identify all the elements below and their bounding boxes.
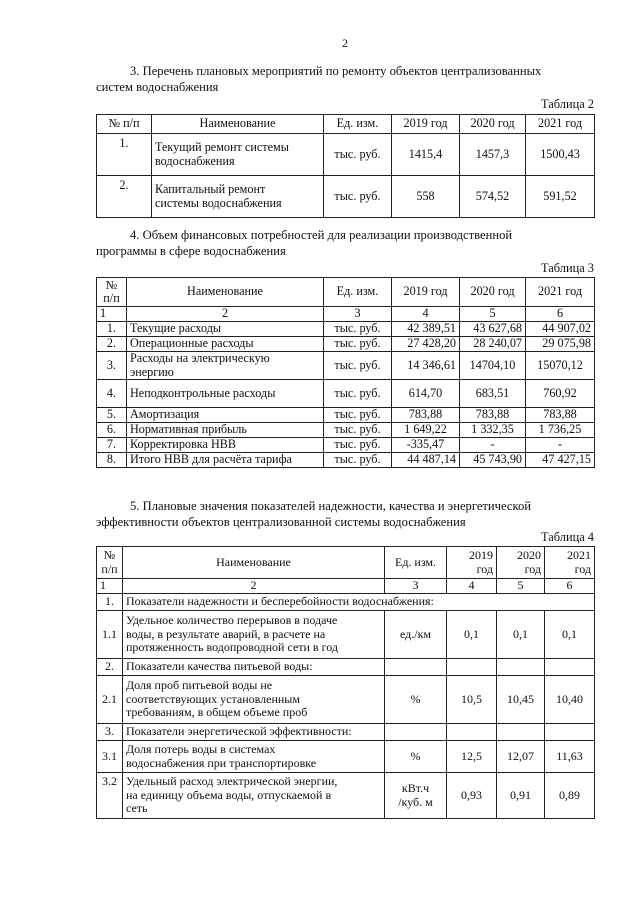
row-name: Доля проб питьевой воды не соответствующих установленным требованиям, в общем объеме проб [123, 676, 385, 724]
row-unit: % [385, 676, 447, 724]
row-2019: 558 [392, 176, 460, 218]
row-unit: тыс. руб. [324, 438, 392, 453]
row-num: 1. [97, 134, 152, 176]
table2-header-2020: 2020 год [460, 115, 526, 134]
table4-header-2019: 2019 год [447, 547, 497, 579]
row-unit: кВт.ч /куб. м [385, 773, 447, 819]
row-unit: тыс. руб. [324, 352, 392, 380]
table4-header-name: Наименование [123, 547, 385, 579]
empty-cell [447, 724, 497, 741]
row-2020: 43 627,68 [460, 322, 526, 337]
empty-cell [385, 724, 447, 741]
colnum-cell: 2 [127, 307, 324, 322]
row-2019: 783,88 [392, 408, 460, 423]
table-row [97, 352, 595, 380]
table4 [96, 546, 595, 819]
table4-group-row [97, 594, 595, 611]
table4-header-2020: 2020 год [497, 547, 545, 579]
table2-caption: Таблица 2 [541, 97, 594, 111]
table4-header-2021: 2021 год [545, 547, 595, 579]
row-2021: - [526, 438, 595, 453]
row-2020: 45 743,90 [460, 453, 526, 468]
row-num: 6. [97, 423, 127, 438]
row-name: Нормативная прибыль [127, 423, 324, 438]
group-num: 3. [97, 724, 123, 741]
table4-header-num: № п/п [97, 547, 123, 579]
row-name: Доля потерь воды в системах водоснабжения при транспортировке [123, 741, 385, 773]
colnum-cell: 5 [497, 579, 545, 594]
empty-cell [545, 659, 595, 676]
row-unit: тыс. руб. [324, 408, 392, 423]
table4-group-row [97, 659, 595, 676]
table2-header-name: Наименование [152, 115, 324, 134]
row-unit: % [385, 741, 447, 773]
section5-heading-line1: 5. Плановые значения показателей надежности, качества и энергетической [130, 499, 532, 513]
table-row [97, 176, 595, 218]
row-2019: 1415,4 [392, 134, 460, 176]
row-name: Расходы на электрическую энергию [127, 352, 324, 380]
empty-cell [497, 659, 545, 676]
row-num: 3. [97, 352, 127, 380]
row-name: Текущий ремонт системы водоснабжения [152, 134, 324, 176]
row-2020: 28 240,07 [460, 337, 526, 352]
row-name: Корректировка НВВ [127, 438, 324, 453]
table2-header-row [97, 115, 595, 134]
section3-heading-line1: 3. Перечень плановых мероприятий по ремонту объектов централизованных [130, 64, 542, 78]
row-2019: 1 649,22 [392, 423, 460, 438]
row-unit: тыс. руб. [324, 134, 392, 176]
row-2020: 12,07 [497, 741, 545, 773]
row-num: 7. [97, 438, 127, 453]
table3-colnum-row [97, 307, 595, 322]
table3-header-2020: 2020 год [460, 278, 526, 307]
empty-cell [385, 659, 447, 676]
table3-caption: Таблица 3 [541, 261, 594, 275]
row-unit: тыс. руб. [324, 453, 392, 468]
empty-cell [497, 724, 545, 741]
row-unit: тыс. руб. [324, 423, 392, 438]
table4-group-row [97, 724, 595, 741]
table2 [96, 114, 595, 218]
row-2019: 0,1 [447, 611, 497, 659]
row-unit: тыс. руб. [324, 380, 392, 408]
table3-header-2021: 2021 год [526, 278, 595, 307]
group-title: Показатели надежности и бесперебойности водоснабжения: [123, 594, 595, 611]
row-2020: - [460, 438, 526, 453]
colnum-cell: 4 [447, 579, 497, 594]
table-row [97, 423, 595, 438]
group-title: Показатели качества питьевой воды: [123, 659, 385, 676]
row-name: Удельное количество перерывов в подаче воды, в результате аварий, в расчете на протяженность водопроводной сети в год [123, 611, 385, 659]
table3-header-2019: 2019 год [392, 278, 460, 307]
row-2020: 10,45 [497, 676, 545, 724]
row-num: 3.1 [97, 741, 123, 773]
row-2020: 783,88 [460, 408, 526, 423]
table4-header-unit: Ед. изм. [385, 547, 447, 579]
row-unit: тыс. руб. [324, 176, 392, 218]
section4-heading-line2: программы в сфере водоснабжения [96, 244, 286, 258]
row-2020: 0,1 [497, 611, 545, 659]
table-row [97, 453, 595, 468]
colnum-cell: 3 [324, 307, 392, 322]
group-num: 1. [97, 594, 123, 611]
row-unit: тыс. руб. [324, 322, 392, 337]
table2-header-num: № п/п [97, 115, 152, 134]
row-2019: 42 389,51 [392, 322, 460, 337]
row-2020: 683,51 [460, 380, 526, 408]
group-num: 2. [97, 659, 123, 676]
row-2019: 44 487,14 [392, 453, 460, 468]
row-num: 1.1 [97, 611, 123, 659]
table-row [97, 741, 595, 773]
colnum-cell: 1 [97, 579, 123, 594]
colnum-cell: 6 [545, 579, 595, 594]
row-2021: 783,88 [526, 408, 595, 423]
row-num: 3.2 [97, 773, 123, 819]
table-row [97, 611, 595, 659]
table-row [97, 438, 595, 453]
row-2021: 1 736,25 [526, 423, 595, 438]
section3-heading-line2: систем водоснабжения [96, 80, 219, 94]
table-row [97, 134, 595, 176]
table2-header-unit: Ед. изм. [324, 115, 392, 134]
row-name: Удельный расход электрической энергии, на единицу объема воды, отпускаемой в сеть [123, 773, 385, 819]
row-2019: 614,70 [392, 380, 460, 408]
table4-caption: Таблица 4 [541, 530, 594, 544]
row-name: Амортизация [127, 408, 324, 423]
page-number: 2 [342, 36, 348, 50]
row-2021: 47 427,15 [526, 453, 595, 468]
table3-header-unit: Ед. изм. [324, 278, 392, 307]
table4-colnum-row [97, 579, 595, 594]
row-2020: 1 332,35 [460, 423, 526, 438]
row-2021: 0,89 [545, 773, 595, 819]
row-2019: 27 428,20 [392, 337, 460, 352]
table3-header-name: Наименование [127, 278, 324, 307]
row-2019: 12,5 [447, 741, 497, 773]
row-2019: -335,47 [392, 438, 460, 453]
table-row [97, 322, 595, 337]
row-2021: 10,40 [545, 676, 595, 724]
row-2021: 29 075,98 [526, 337, 595, 352]
row-num: 2. [97, 337, 127, 352]
table-row [97, 676, 595, 724]
row-2021: 591,52 [526, 176, 595, 218]
empty-cell [545, 724, 595, 741]
row-num: 2. [97, 176, 152, 218]
row-2021: 760,92 [526, 380, 595, 408]
table2-header-2021: 2021 год [526, 115, 595, 134]
row-2021: 44 907,02 [526, 322, 595, 337]
row-num: 2.1 [97, 676, 123, 724]
row-2020: 574,52 [460, 176, 526, 218]
row-2021: 1500,43 [526, 134, 595, 176]
table3 [96, 277, 595, 468]
colnum-cell: 1 [97, 307, 127, 322]
group-title: Показатели энергетической эффективности: [123, 724, 385, 741]
row-num: 1. [97, 322, 127, 337]
colnum-cell: 6 [526, 307, 595, 322]
table-row [97, 337, 595, 352]
table4-header-row [97, 547, 595, 579]
row-2021: 15070,12 [526, 352, 595, 380]
row-unit: ед./км [385, 611, 447, 659]
row-2020: 0,91 [497, 773, 545, 819]
row-name: Итого НВВ для расчёта тарифа [127, 453, 324, 468]
row-2019: 0,93 [447, 773, 497, 819]
row-num: 8. [97, 453, 127, 468]
row-2020: 14704,10 [460, 352, 526, 380]
row-name: Капитальный ремонт системы водоснабжения [152, 176, 324, 218]
colnum-cell: 5 [460, 307, 526, 322]
table3-header-row [97, 278, 595, 307]
row-2020: 1457,3 [460, 134, 526, 176]
row-2019: 14 346,61 [392, 352, 460, 380]
colnum-cell: 2 [123, 579, 385, 594]
table-row [97, 408, 595, 423]
row-unit: тыс. руб. [324, 337, 392, 352]
section4-heading-line1: 4. Объем финансовых потребностей для реализации производственной [130, 228, 513, 242]
colnum-cell: 3 [385, 579, 447, 594]
row-name: Операционные расходы [127, 337, 324, 352]
row-num: 4. [97, 380, 127, 408]
empty-cell [447, 659, 497, 676]
table3-header-num: № п/п [97, 278, 127, 307]
row-num: 5. [97, 408, 127, 423]
table2-header-2019: 2019 год [392, 115, 460, 134]
colnum-cell: 4 [392, 307, 460, 322]
row-2019: 10,5 [447, 676, 497, 724]
row-name: Неподконтрольные расходы [127, 380, 324, 408]
table-row [97, 773, 595, 819]
row-name: Текущие расходы [127, 322, 324, 337]
row-2021: 0,1 [545, 611, 595, 659]
table-row [97, 380, 595, 408]
row-2021: 11,63 [545, 741, 595, 773]
section5-heading-line2: эффективности объектов централизованной системы водоснабжения [96, 515, 466, 529]
